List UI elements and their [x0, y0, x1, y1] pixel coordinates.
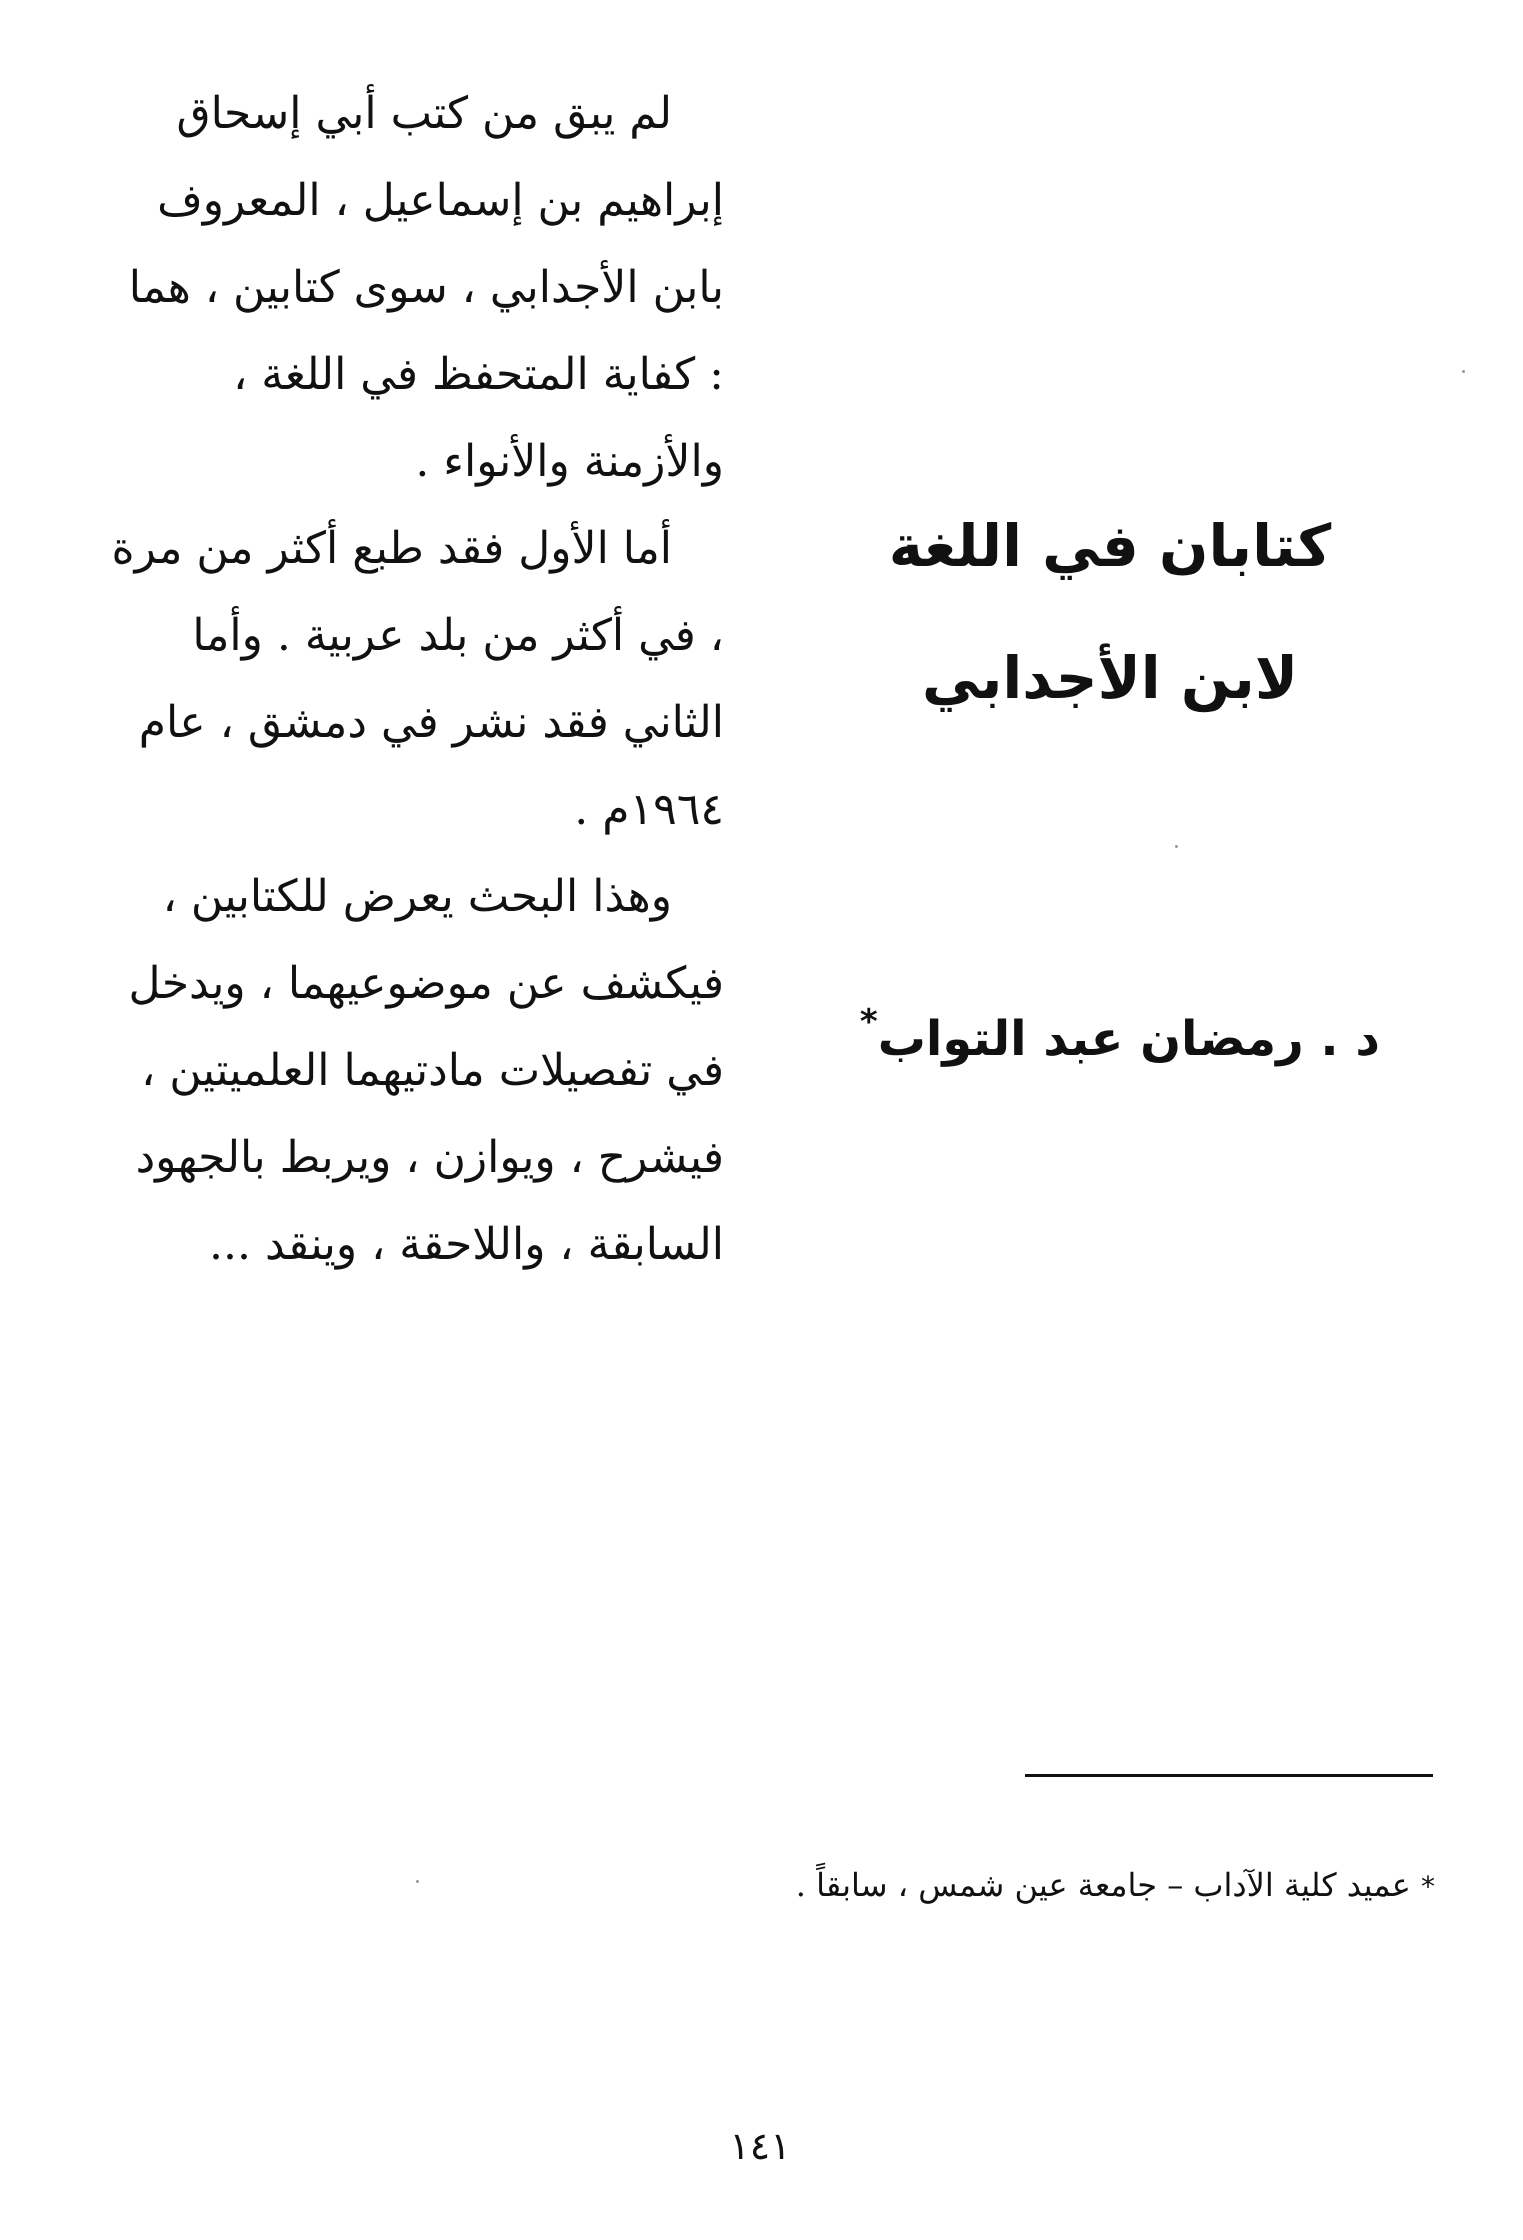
title-line-2: لابن الأجدابي: [921, 644, 1299, 712]
footnote-text: عميد كلية الآداب – جامعة عين شمس ، سابقاً .: [795, 1866, 1411, 1904]
abstract-column: [104, 70, 724, 1288]
footnote-marker: *: [1421, 1870, 1435, 1903]
abstract-paragraph-1: لم يبق من كتب أبي إسحاق إبراهيم بن إسماعيل ، المعروف بابن الأجدابي ، سوى كتابين ، هما : كفاية المتحفظ في اللغة ، والأزمنة والأنواء .: [128, 88, 724, 487]
page-number: ١٤١: [729, 2124, 791, 2168]
title-line-1: كتابان في اللغة: [888, 512, 1332, 580]
scan-speck: [1462, 370, 1465, 373]
article-title: [880, 480, 1340, 744]
footnote-separator: [1025, 1774, 1433, 1777]
abstract-paragraph-3: وهذا البحث يعرض للكتابين ، فيكشف عن موضوعيهما ، ويدخل في تفصيلات مادتيهما العلميتين ، فيشرح ، ويوازن ، ويربط بالجهود السابقة ، واللاحقة ، وينقد ...: [128, 871, 724, 1270]
abstract-paragraph-2: أما الأول فقد طبع أكثر من مرة ، في أكثر من بلد عربية . وأما الثاني فقد نشر في دمشق ، عام ١٩٦٤م .: [111, 523, 724, 835]
footnote: [640, 1863, 1435, 1909]
author-byline: [859, 990, 1380, 1071]
scan-speck: [416, 1880, 419, 1883]
scan-speck: [1175, 845, 1178, 848]
author-footnote-marker: *: [859, 1002, 878, 1042]
author-name: د . رمضان عبد التواب: [877, 1011, 1380, 1067]
